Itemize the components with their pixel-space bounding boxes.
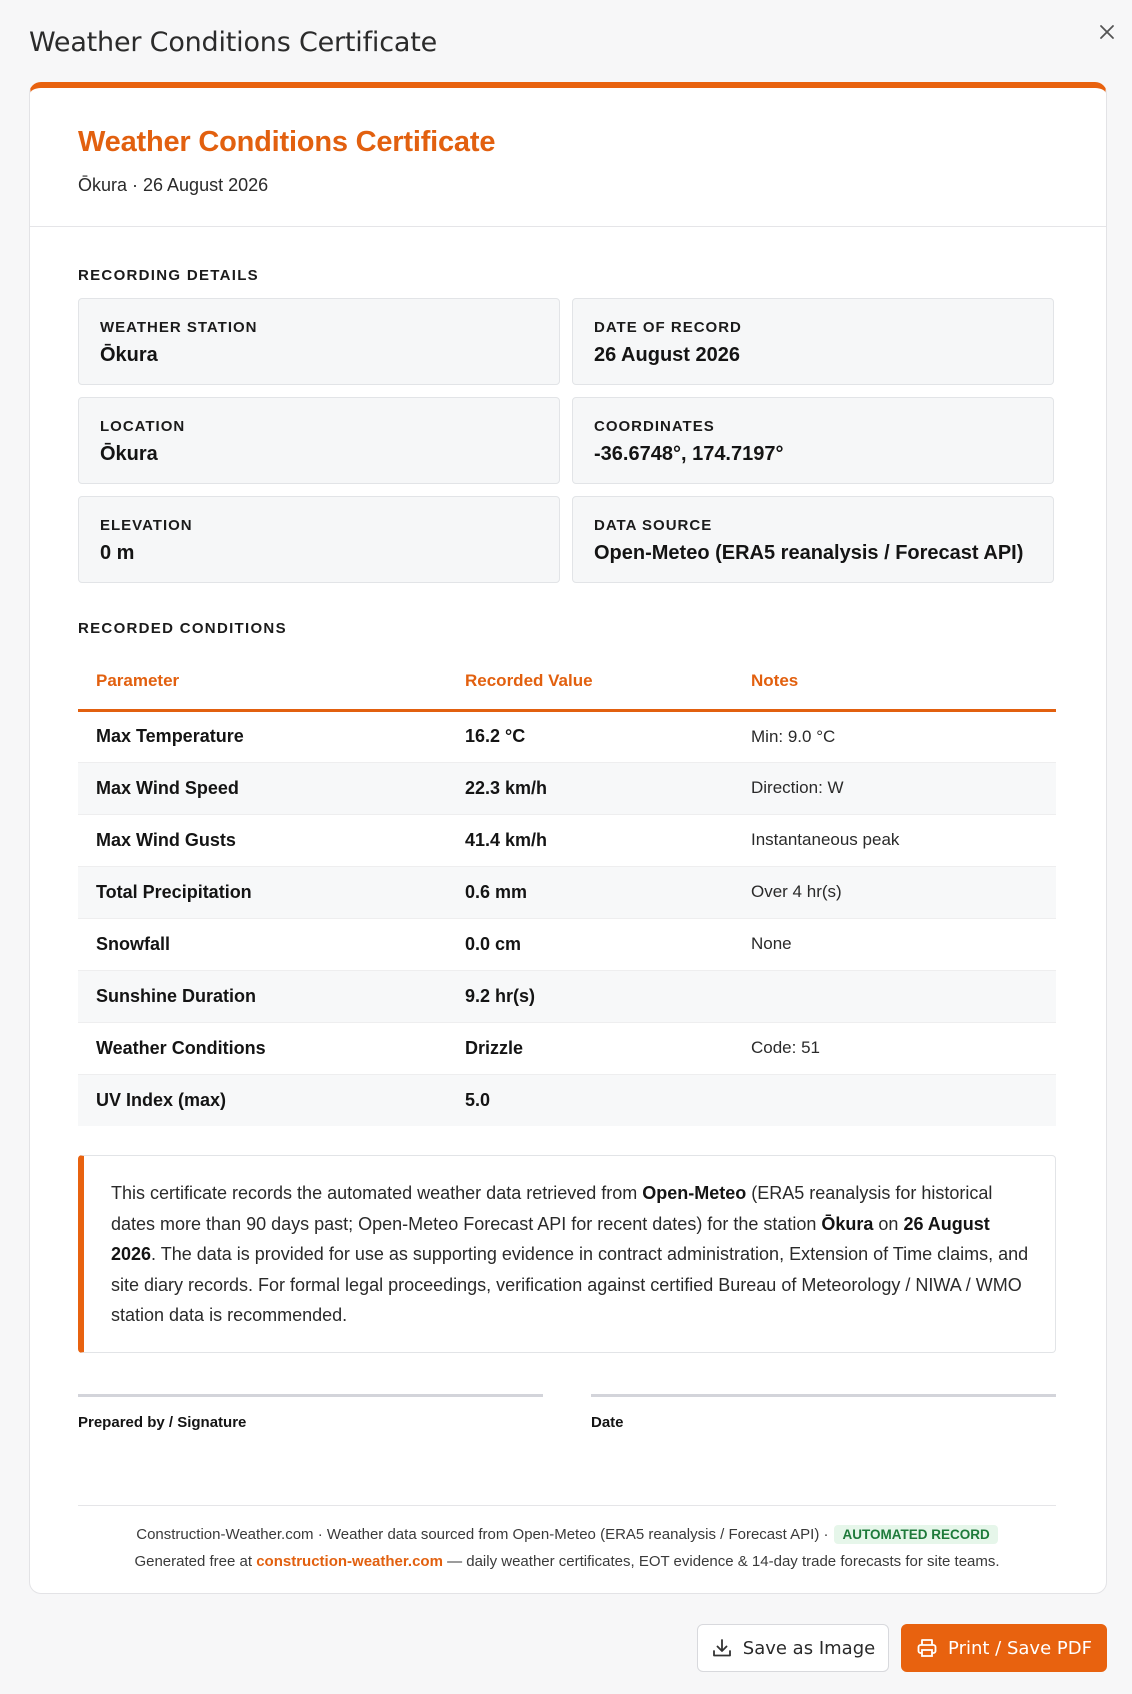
table-row	[78, 814, 1056, 866]
notice-text: . The data is provided for use as supporting evidence in contract administration, Extension of Time claims, and site diary records. For formal legal proceedings, verification against certified Bureau of Meteorology / NIWA / WMO station data is recommended.	[111, 1244, 1029, 1325]
signature-line	[591, 1394, 1056, 1397]
column-header-parameter: Parameter	[78, 653, 447, 710]
note-cell	[733, 970, 1056, 1022]
certificate-title: Weather Conditions Certificate	[78, 126, 496, 158]
recording-details-heading: RECORDING DETAILS	[78, 267, 259, 284]
signature-label: Prepared by / Signature	[78, 1414, 247, 1431]
table-row	[78, 1074, 1056, 1126]
save-as-image-label: Save as Image	[742, 1637, 876, 1659]
recording-details-grid	[78, 298, 1058, 583]
certificate-header	[30, 88, 1106, 227]
detail-value: Open-Meteo (ERA5 reanalysis / Forecast API)	[594, 542, 1024, 564]
footer-line-1	[78, 1525, 1056, 1544]
value-cell: 0.0 cm	[447, 918, 733, 970]
note-cell	[733, 1074, 1056, 1126]
footer-text: — daily weather certificates, EOT evidence & 14-day trade forecasts for site teams.	[442, 1553, 1000, 1570]
close-icon	[1099, 24, 1115, 40]
value-cell: 41.4 km/h	[447, 814, 733, 866]
certificate-footer	[78, 1505, 1056, 1570]
note-cell: Code: 51	[733, 1022, 1056, 1074]
signature-label: Date	[591, 1414, 624, 1431]
note-cell: None	[733, 918, 1056, 970]
note-cell: Min: 9.0 °C	[733, 710, 1056, 762]
recorded-conditions-heading: RECORDED CONDITIONS	[78, 620, 287, 637]
parameter-cell: Sunshine Duration	[78, 970, 447, 1022]
notice-station: Ōkura	[821, 1213, 874, 1234]
footer-text: Generated free at	[134, 1553, 257, 1570]
notice-source: Open-Meteo	[642, 1183, 747, 1203]
signature-block-prepared-by	[78, 1394, 543, 1431]
parameter-cell: Snowfall	[78, 918, 447, 970]
signature-block-date	[591, 1394, 1056, 1431]
detail-label: ELEVATION	[100, 517, 193, 534]
parameter-cell: Max Wind Speed	[78, 762, 447, 814]
table-row	[78, 1022, 1056, 1074]
table-row	[78, 970, 1056, 1022]
close-button[interactable]	[1094, 19, 1120, 45]
value-cell: 0.6 mm	[447, 866, 733, 918]
parameter-cell: Max Temperature	[78, 710, 447, 762]
detail-card-location	[78, 397, 560, 484]
notice-date: 26 August 2026	[111, 1213, 990, 1264]
note-cell: Over 4 hr(s)	[733, 866, 1056, 918]
certificate-subtitle: Ōkura · 26 August 2026	[78, 175, 269, 195]
table-header-row	[78, 653, 1056, 710]
value-cell: Drizzle	[447, 1022, 733, 1074]
value-cell: 16.2 °C	[447, 710, 733, 762]
notice-text: (ERA5 reanalysis for historical dates more than 90 days past; Open-Meteo Forecast API for recent dates) for the station	[111, 1183, 993, 1234]
note-cell: Instantaneous peak	[733, 814, 1056, 866]
signature-row	[78, 1394, 1056, 1431]
footer-line-2	[78, 1553, 1056, 1570]
detail-card-weather-station	[78, 298, 560, 385]
parameter-cell: UV Index (max)	[78, 1074, 447, 1126]
detail-value: 26 August 2026	[594, 344, 740, 366]
disclaimer-notice	[78, 1155, 1056, 1353]
detail-label: WEATHER STATION	[100, 319, 258, 336]
detail-label: COORDINATES	[594, 418, 715, 435]
conditions-table	[78, 653, 1056, 1126]
notice-text: This certificate records the automated weather data retrieved from	[111, 1183, 643, 1203]
table-row	[78, 710, 1056, 762]
footer-link[interactable]: construction-weather.com	[256, 1553, 443, 1570]
detail-card-elevation	[78, 496, 560, 583]
table-row	[78, 918, 1056, 970]
print-save-pdf-label: Print / Save PDF	[948, 1637, 1092, 1659]
dialog-title: Weather Conditions Certificate	[29, 27, 438, 58]
footer-text: Construction-Weather.com · Weather data sourced from Open-Meteo (ERA5 reanalysis / Forecast API) ·	[136, 1526, 829, 1543]
automated-record-badge: AUTOMATED RECORD	[834, 1525, 997, 1544]
signature-line	[78, 1394, 543, 1397]
detail-value: 0 m	[100, 542, 135, 564]
detail-value: -36.6748°, 174.7197°	[594, 443, 784, 465]
note-cell: Direction: W	[733, 762, 1056, 814]
parameter-cell: Max Wind Gusts	[78, 814, 447, 866]
certificate-card	[29, 82, 1107, 1594]
column-header-notes: Notes	[733, 653, 1056, 710]
certificate-body	[30, 267, 1106, 1570]
value-cell: 9.2 hr(s)	[447, 970, 733, 1022]
notice-text: on	[873, 1213, 904, 1234]
download-icon	[711, 1637, 733, 1659]
value-cell: 22.3 km/h	[447, 762, 733, 814]
detail-value: Ōkura	[100, 344, 158, 366]
value-cell: 5.0	[447, 1074, 733, 1126]
parameter-cell: Weather Conditions	[78, 1022, 447, 1074]
table-row	[78, 866, 1056, 918]
detail-card-date-of-record	[572, 298, 1054, 385]
detail-label: DATE OF RECORD	[594, 319, 742, 336]
parameter-cell: Total Precipitation	[78, 866, 447, 918]
save-as-image-button[interactable]	[697, 1624, 889, 1672]
detail-label: DATA SOURCE	[594, 517, 713, 534]
column-header-recorded-value: Recorded Value	[447, 653, 733, 710]
printer-icon	[916, 1637, 938, 1659]
detail-card-coordinates	[572, 397, 1054, 484]
detail-value: Ōkura	[100, 443, 158, 465]
table-row	[78, 762, 1056, 814]
detail-card-data-source	[572, 496, 1054, 583]
detail-label: LOCATION	[100, 418, 186, 435]
print-save-pdf-button[interactable]	[901, 1624, 1107, 1672]
